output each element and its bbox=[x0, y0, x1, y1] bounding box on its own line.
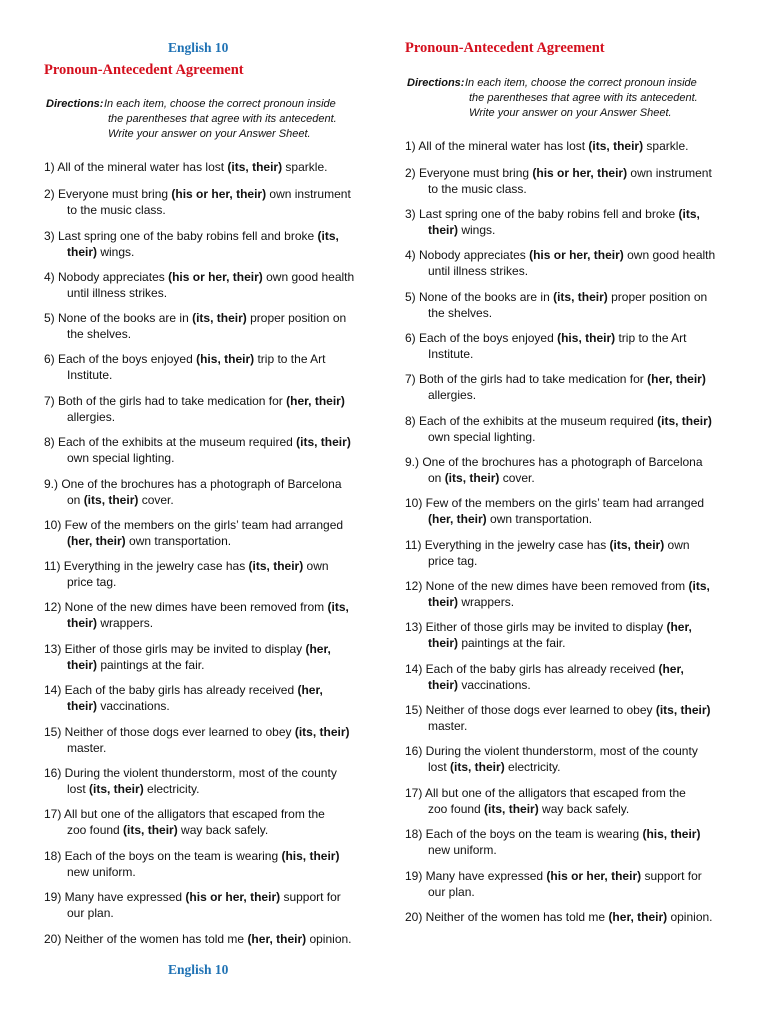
question-item bbox=[44, 435, 374, 466]
item-text: own bbox=[303, 559, 329, 573]
question-item bbox=[44, 642, 374, 673]
item-text: 8) Each of the exhibits at the museum required bbox=[44, 435, 297, 449]
item-text: Institute. bbox=[428, 346, 474, 361]
item-text: 12) None of the new dimes have been removed from bbox=[44, 600, 328, 614]
pronoun-choice: (his, their) bbox=[642, 827, 701, 841]
item-text: own good health bbox=[623, 248, 716, 262]
item-text: allergies. bbox=[67, 409, 116, 424]
item-text: 16) During the violent thunderstorm, most of the county bbox=[44, 766, 337, 780]
question-item bbox=[44, 932, 374, 948]
item-text: allergies. bbox=[428, 387, 477, 402]
pronoun-choice: (its, their) bbox=[83, 492, 139, 507]
item-text: opinion. bbox=[306, 932, 352, 946]
pronoun-choice: (its, their) bbox=[89, 781, 144, 796]
question-item bbox=[44, 890, 374, 921]
item-text: own transportation. bbox=[486, 511, 593, 526]
item-text: 10) Few of the members on the girls’ team had arranged bbox=[405, 496, 705, 510]
pronoun-choice: their) bbox=[428, 635, 458, 650]
item-text: wings. bbox=[97, 244, 135, 259]
item-text: paintings at the fair. bbox=[97, 657, 205, 672]
directions-line: In each item, choose the correct pronoun inside bbox=[465, 77, 697, 89]
item-text: wrappers. bbox=[458, 594, 515, 609]
item-text: cover. bbox=[138, 492, 174, 507]
item-text: wings. bbox=[458, 222, 496, 237]
item-text: proper position on bbox=[246, 311, 347, 325]
item-text: proper position on bbox=[607, 290, 708, 304]
item-text: support for bbox=[641, 869, 702, 883]
item-text: own special lighting. bbox=[428, 429, 536, 444]
directions-line: Write your answer on your Answer Sheet. bbox=[469, 107, 672, 119]
question-item bbox=[405, 331, 745, 362]
item-text: 20) Neither of the women has told me bbox=[44, 932, 248, 946]
item-text: on bbox=[428, 470, 445, 485]
pronoun-choice: (his or her, their) bbox=[185, 890, 281, 904]
question-item bbox=[44, 187, 374, 218]
pronoun-choice: (her, bbox=[297, 683, 323, 697]
item-text: master. bbox=[67, 740, 107, 755]
pronoun-choice: (its, their) bbox=[227, 160, 283, 174]
question-item bbox=[405, 372, 745, 403]
pronoun-choice: (its, their) bbox=[294, 725, 350, 739]
item-text: trip to the Art bbox=[615, 331, 687, 345]
item-text: 6) Each of the boys enjoyed bbox=[44, 352, 197, 366]
pronoun-choice: (its, their) bbox=[609, 538, 665, 552]
pronoun-choice: (her, their) bbox=[608, 910, 668, 924]
item-text: 8) Each of the exhibits at the museum required bbox=[405, 414, 658, 428]
item-text: 12) None of the new dimes have been removed from bbox=[405, 579, 689, 593]
question-item bbox=[44, 477, 374, 508]
pronoun-choice: (its, their) bbox=[553, 290, 608, 304]
item-text: support for bbox=[280, 890, 341, 904]
pronoun-choice: (his or her, their) bbox=[546, 869, 642, 883]
pronoun-choice: (her, bbox=[666, 620, 692, 634]
item-text: cover. bbox=[499, 470, 535, 485]
pronoun-choice: (its, bbox=[317, 229, 339, 243]
pronoun-choice: (her, their) bbox=[286, 394, 345, 408]
item-text: our plan. bbox=[428, 884, 475, 899]
question-item bbox=[405, 786, 745, 817]
question-item bbox=[405, 538, 745, 569]
pronoun-choice: their) bbox=[67, 698, 97, 713]
item-text: wrappers. bbox=[97, 615, 154, 630]
question-item bbox=[44, 518, 374, 549]
item-text: 13) Either of those girls may be invited to display bbox=[405, 620, 667, 634]
pronoun-choice: their) bbox=[428, 594, 458, 609]
pronoun-choice: (its, their) bbox=[444, 470, 500, 485]
item-text: own instrument bbox=[266, 187, 351, 201]
item-text: 9.) One of the brochures has a photograph of Barcelona bbox=[405, 455, 703, 469]
question-item bbox=[44, 394, 374, 425]
item-text: 6) Each of the boys enjoyed bbox=[405, 331, 558, 345]
question-item bbox=[405, 869, 745, 900]
item-text: 2) Everyone must bring bbox=[44, 187, 172, 201]
pronoun-choice: (his, their) bbox=[557, 331, 616, 345]
item-text: 3) Last spring one of the baby robins fell and broke bbox=[44, 229, 318, 243]
item-text: own instrument bbox=[627, 166, 712, 180]
question-item bbox=[44, 229, 374, 260]
item-text: sparkle. bbox=[282, 160, 328, 174]
pronoun-choice: (her, their) bbox=[67, 533, 126, 548]
item-text: sparkle. bbox=[643, 139, 689, 153]
pronoun-choice: (her, their) bbox=[428, 511, 487, 526]
pronoun-choice: (his or her, their) bbox=[529, 248, 624, 262]
item-text: zoo found bbox=[67, 822, 124, 837]
item-text: opinion. bbox=[667, 910, 713, 924]
pronoun-choice: (its, their) bbox=[123, 822, 178, 837]
item-text: way back safely. bbox=[177, 822, 269, 837]
pronoun-choice: (his or her, their) bbox=[532, 166, 628, 180]
question-item bbox=[44, 849, 374, 880]
item-text: 1) All of the mineral water has lost bbox=[405, 139, 589, 153]
item-text: 2) Everyone must bring bbox=[405, 166, 533, 180]
item-text: way back safely. bbox=[538, 801, 630, 816]
item-text: 3) Last spring one of the baby robins fell and broke bbox=[405, 207, 679, 221]
item-text: on bbox=[67, 492, 84, 507]
item-text: paintings at the fair. bbox=[458, 635, 566, 650]
item-text: until illness strikes. bbox=[428, 263, 529, 278]
item-text: 18) Each of the boys on the team is wearing bbox=[44, 849, 282, 863]
pronoun-choice: (his, their) bbox=[281, 849, 340, 863]
directions-line: Write your answer on your Answer Sheet. bbox=[108, 128, 311, 140]
item-text: 14) Each of the baby girls has already received bbox=[44, 683, 298, 697]
pronoun-choice: (its, bbox=[678, 207, 700, 221]
item-text: own transportation. bbox=[125, 533, 232, 548]
item-text: price tag. bbox=[67, 574, 117, 589]
course-header: English 10 bbox=[168, 40, 229, 55]
question-item bbox=[405, 139, 745, 155]
pronoun-choice: (its, their) bbox=[248, 559, 304, 573]
item-text: 11) Everything in the jewelry case has bbox=[44, 559, 249, 573]
question-item bbox=[44, 352, 374, 383]
course-footer: English 10 bbox=[168, 962, 229, 977]
item-text: 7) Both of the girls had to take medication for bbox=[44, 394, 287, 408]
question-item bbox=[44, 559, 374, 590]
item-text: 19) Many have expressed bbox=[44, 890, 186, 904]
question-item bbox=[405, 703, 745, 734]
item-text: 15) Neither of those dogs ever learned to obey bbox=[44, 725, 295, 739]
pronoun-choice: (its, their) bbox=[192, 311, 247, 325]
item-text: the shelves. bbox=[428, 305, 493, 320]
question-item bbox=[405, 620, 745, 651]
item-text: electricity. bbox=[504, 759, 561, 774]
pronoun-choice: (his or her, their) bbox=[168, 270, 263, 284]
item-text: to the music class. bbox=[428, 181, 527, 196]
pronoun-choice: (its, their) bbox=[296, 435, 351, 449]
pronoun-choice: (her, bbox=[658, 662, 684, 676]
item-text: vaccinations. bbox=[458, 677, 531, 692]
item-text: 14) Each of the baby girls has already received bbox=[405, 662, 659, 676]
item-text: 5) None of the books are in bbox=[44, 311, 193, 325]
pronoun-choice: their) bbox=[428, 677, 458, 692]
question-item bbox=[405, 414, 745, 445]
item-text: own good health bbox=[262, 270, 355, 284]
item-text: own bbox=[664, 538, 690, 552]
item-text: new uniform. bbox=[428, 842, 497, 857]
question-item bbox=[405, 207, 745, 238]
item-text: 17) All but one of the alligators that escaped from the bbox=[44, 807, 325, 821]
pronoun-choice: (its, their) bbox=[484, 801, 539, 816]
question-item bbox=[44, 683, 374, 714]
item-text: our plan. bbox=[67, 905, 114, 920]
question-item bbox=[44, 160, 374, 176]
pronoun-choice: (its, bbox=[688, 579, 710, 593]
question-item bbox=[44, 311, 374, 342]
pronoun-choice: (his, their) bbox=[196, 352, 255, 366]
pronoun-choice: (its, their) bbox=[450, 759, 505, 774]
item-text: 4) Nobody appreciates bbox=[405, 248, 530, 262]
item-text: 4) Nobody appreciates bbox=[44, 270, 169, 284]
directions-label: Directions: bbox=[46, 98, 104, 110]
pronoun-choice: (his or her, their) bbox=[171, 187, 267, 201]
item-text: 17) All but one of the alligators that escaped from the bbox=[405, 786, 686, 800]
question-item bbox=[405, 455, 745, 486]
pronoun-choice: (her, bbox=[305, 642, 331, 656]
question-item bbox=[405, 579, 745, 610]
question-item bbox=[44, 725, 374, 756]
directions-label: Directions: bbox=[407, 77, 465, 89]
item-text: 16) During the violent thunderstorm, most of the county bbox=[405, 744, 698, 758]
pronoun-choice: (its, their) bbox=[655, 703, 711, 717]
item-text: 10) Few of the members on the girls’ team had arranged bbox=[44, 518, 344, 532]
pronoun-choice: their) bbox=[67, 244, 97, 259]
question-item bbox=[405, 744, 745, 775]
item-text: trip to the Art bbox=[254, 352, 326, 366]
item-text: new uniform. bbox=[67, 864, 136, 879]
question-item bbox=[405, 910, 745, 926]
pronoun-choice: (its, bbox=[327, 600, 349, 614]
question-item bbox=[405, 662, 745, 693]
pronoun-choice: (her, their) bbox=[647, 372, 706, 386]
question-item bbox=[405, 166, 745, 197]
pronoun-choice: (its, their) bbox=[657, 414, 712, 428]
item-text: price tag. bbox=[428, 553, 478, 568]
question-item bbox=[405, 496, 745, 527]
question-item bbox=[405, 827, 745, 858]
item-text: 13) Either of those girls may be invited to display bbox=[44, 642, 306, 656]
item-text: until illness strikes. bbox=[67, 285, 168, 300]
item-text: 15) Neither of those dogs ever learned to obey bbox=[405, 703, 656, 717]
item-text: Institute. bbox=[67, 367, 113, 382]
item-text: zoo found bbox=[428, 801, 485, 816]
item-text: 7) Both of the girls had to take medication for bbox=[405, 372, 648, 386]
directions-line: In each item, choose the correct pronoun inside bbox=[104, 98, 336, 110]
item-text: 18) Each of the boys on the team is wearing bbox=[405, 827, 643, 841]
question-item bbox=[44, 270, 374, 301]
question-item bbox=[405, 290, 745, 321]
item-text: master. bbox=[428, 718, 468, 733]
item-text: 19) Many have expressed bbox=[405, 869, 547, 883]
pronoun-choice: their) bbox=[67, 657, 97, 672]
item-text: lost bbox=[428, 759, 451, 774]
item-text: own special lighting. bbox=[67, 450, 175, 465]
worksheet-title: Pronoun-Antecedent Agreement bbox=[44, 62, 244, 78]
directions-line: the parentheses that agree with its antecedent. bbox=[108, 113, 337, 125]
worksheet-title: Pronoun-Antecedent Agreement bbox=[405, 40, 605, 56]
item-text: 9.) One of the brochures has a photograph of Barcelona bbox=[44, 477, 342, 491]
pronoun-choice: (its, their) bbox=[588, 139, 644, 153]
item-text: 11) Everything in the jewelry case has bbox=[405, 538, 610, 552]
item-text: lost bbox=[67, 781, 90, 796]
pronoun-choice: (her, their) bbox=[247, 932, 307, 946]
item-text: the shelves. bbox=[67, 326, 132, 341]
item-text: to the music class. bbox=[67, 202, 166, 217]
question-item bbox=[44, 766, 374, 797]
item-text: electricity. bbox=[143, 781, 200, 796]
item-text: 20) Neither of the women has told me bbox=[405, 910, 609, 924]
item-text: vaccinations. bbox=[97, 698, 170, 713]
question-item bbox=[44, 807, 374, 838]
item-text: 1) All of the mineral water has lost bbox=[44, 160, 228, 174]
directions-line: the parentheses that agree with its antecedent. bbox=[469, 92, 698, 104]
item-text: 5) None of the books are in bbox=[405, 290, 554, 304]
question-item bbox=[405, 248, 745, 279]
pronoun-choice: their) bbox=[428, 222, 458, 237]
pronoun-choice: their) bbox=[67, 615, 97, 630]
question-item bbox=[44, 600, 374, 631]
